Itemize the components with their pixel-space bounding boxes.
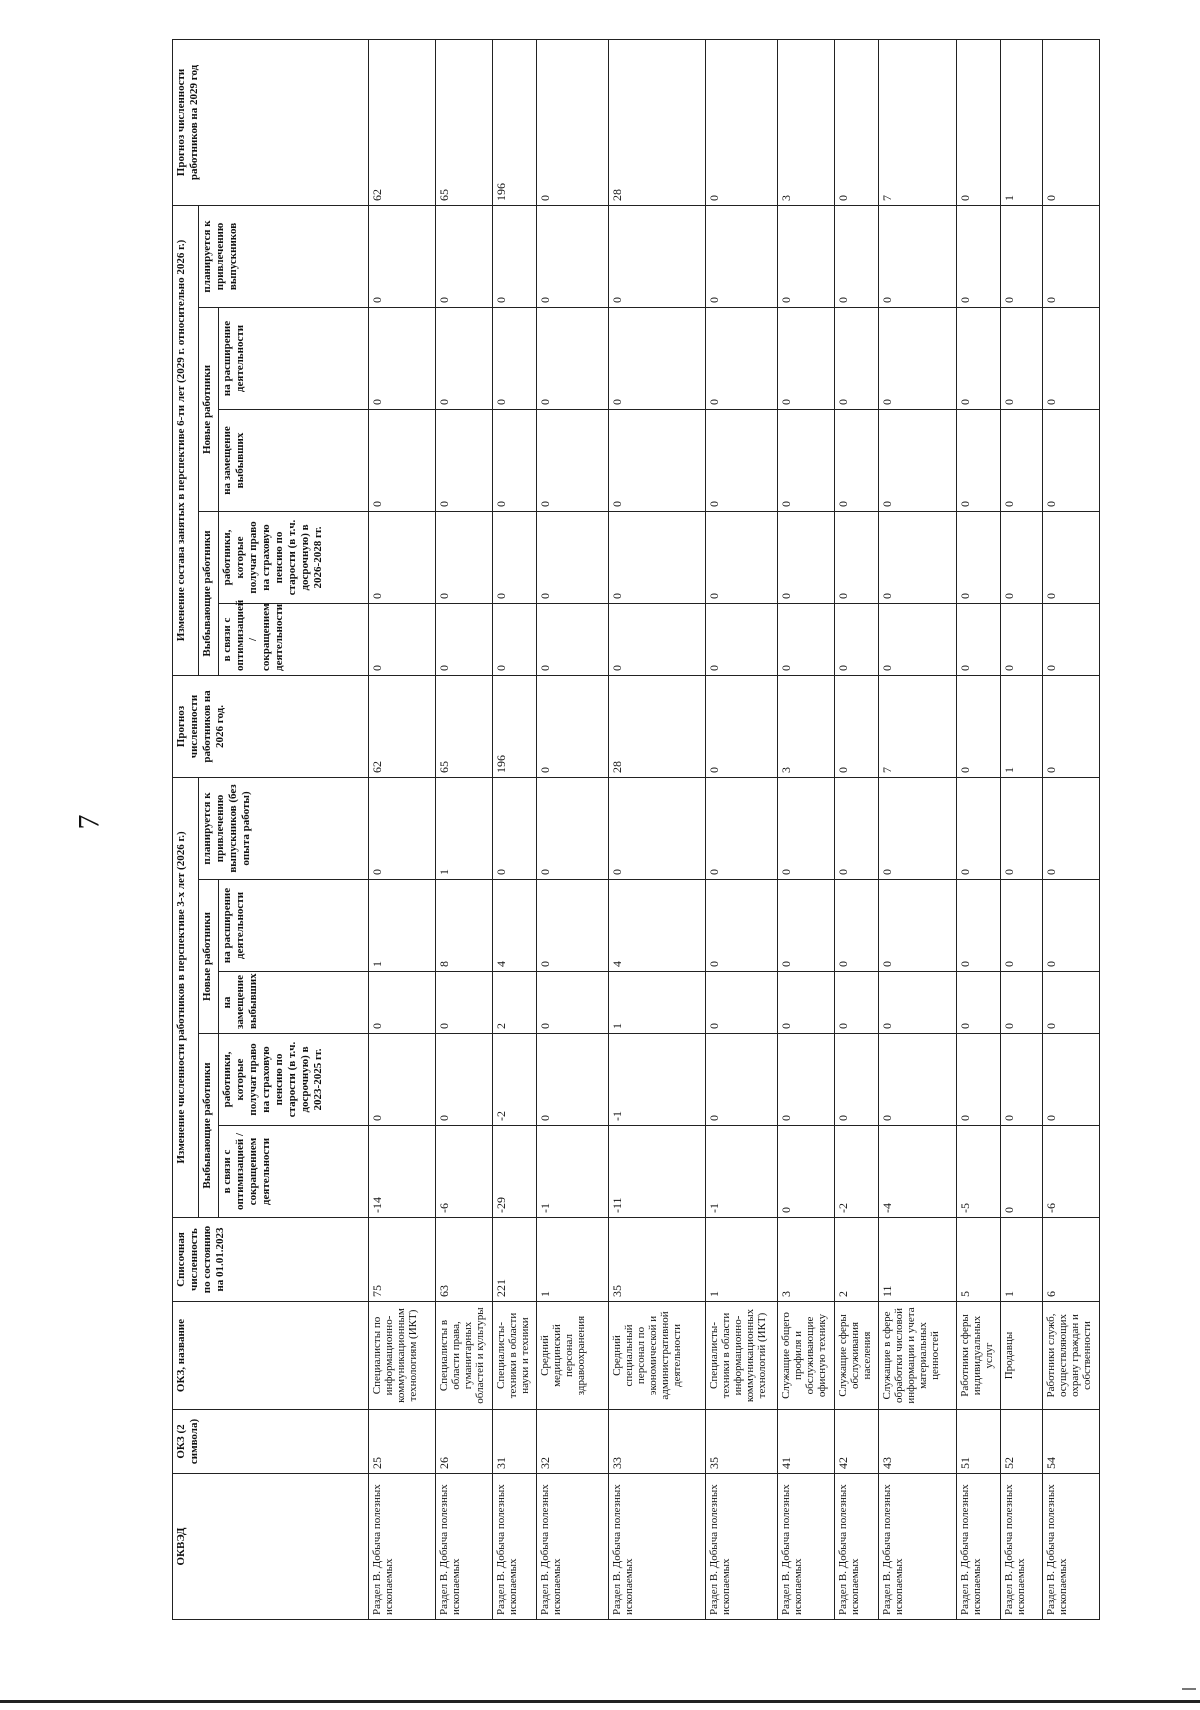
cell-value: 75	[369, 1218, 436, 1302]
table-row	[956, 39, 1000, 1619]
header-listed-headcount: Списочная численность по состоянию на 01.01.2023	[173, 1218, 369, 1302]
cell-value: 0	[1043, 409, 1100, 511]
cell-value: 0	[1000, 603, 1043, 675]
cell-okved: Раздел В. Добыча полезных ископаемых	[1000, 1474, 1043, 1620]
header-new-2029: Новые работники	[199, 307, 219, 511]
header-leave-optimization-2029: в связи с оптимизацией / сокращением деятельности	[219, 603, 369, 675]
cell-value: 0	[1000, 511, 1043, 603]
cell-value: -6	[1043, 1126, 1100, 1218]
cell-value: 0	[834, 39, 878, 205]
cell-value: 0	[834, 409, 878, 511]
employment-table	[172, 39, 1100, 1620]
cell-value: 0	[705, 675, 778, 777]
cell-value: 0	[436, 307, 493, 409]
cell-value: 0	[878, 972, 956, 1034]
cell-value: 0	[536, 880, 609, 972]
cell-value: -29	[492, 1126, 536, 1218]
header-graduates-2026: планируется к привлечению выпускников (без опыта работы)	[199, 777, 369, 879]
table-row	[834, 39, 878, 1619]
cell-value: 0	[956, 307, 1000, 409]
cell-value: 0	[492, 205, 536, 307]
cell-okz-name: Специалисты-техники в области информационно-коммуникационных технологий (ИКТ)	[705, 1302, 778, 1410]
cell-value: 0	[1000, 409, 1043, 511]
cell-value: 0	[956, 603, 1000, 675]
cell-value: 0	[705, 603, 778, 675]
cell-okz-name: Служащие в сфере обработки числовой информации и учета материальных ценностей	[878, 1302, 956, 1410]
cell-okz-name: Служащие общего профиля и обслуживающие офисную технику	[778, 1302, 835, 1410]
header-okz-code: ОКЗ (2 символа)	[173, 1410, 369, 1474]
cell-okz-code: 32	[536, 1410, 609, 1474]
cell-value: 4	[609, 880, 705, 972]
cell-value: 1	[536, 1218, 609, 1302]
cell-value: 0	[1043, 39, 1100, 205]
header-change-3-years: Изменение численности работников в перспективе 3-х лет (2026 г.)	[173, 777, 199, 1217]
cell-value: 0	[878, 307, 956, 409]
table-row	[1000, 39, 1043, 1619]
cell-value: 28	[609, 39, 705, 205]
cell-value: 0	[1000, 205, 1043, 307]
cell-value: 0	[834, 603, 878, 675]
cell-value: 0	[956, 972, 1000, 1034]
cell-value: 0	[536, 675, 609, 777]
table-body	[369, 39, 1100, 1619]
cell-value: -2	[492, 1034, 536, 1126]
cell-value: 0	[492, 307, 536, 409]
cell-value: 0	[369, 205, 436, 307]
cell-value: 0	[369, 972, 436, 1034]
cell-value: 0	[1043, 777, 1100, 879]
bottom-rule	[0, 1700, 1200, 1703]
cell-value: 0	[956, 880, 1000, 972]
cell-value: 221	[492, 1218, 536, 1302]
cell-value: 0	[956, 39, 1000, 205]
cell-value: 0	[1000, 307, 1043, 409]
header-new-replacement-2029: на замещение выбывших	[219, 409, 369, 511]
table-row	[492, 39, 536, 1619]
cell-value: 1	[369, 880, 436, 972]
cell-okved: Раздел В. Добыча полезных ископаемых	[492, 1474, 536, 1620]
cell-okz-code: 31	[492, 1410, 536, 1474]
cell-value: 0	[705, 39, 778, 205]
cell-value: 0	[956, 777, 1000, 879]
cell-value: 0	[609, 307, 705, 409]
header-graduates-2029: планируется к привлечению выпускников	[199, 205, 369, 307]
cell-value: 8	[436, 880, 493, 972]
cell-okz-code: 41	[778, 1410, 835, 1474]
cell-value: -2	[834, 1126, 878, 1218]
header-leave-pension-2026: работники, которые получат право на страховую пенсию по старости (в т.ч. досрочную) в 2023-2025 гг.	[219, 1034, 369, 1126]
cell-value: 0	[536, 511, 609, 603]
cell-value: 0	[878, 1034, 956, 1126]
cell-value: 0	[436, 409, 493, 511]
cell-value: 0	[878, 603, 956, 675]
cell-value: 0	[705, 777, 778, 879]
header-new-expansion-2026: на расширение деятельности	[219, 880, 369, 972]
cell-okz-code: 26	[436, 1410, 493, 1474]
cell-okz-code: 25	[369, 1410, 436, 1474]
cell-value: 0	[834, 307, 878, 409]
cell-value: 0	[492, 409, 536, 511]
cell-value: 0	[1000, 777, 1043, 879]
cell-value: 196	[492, 39, 536, 205]
cell-value: 0	[1000, 880, 1043, 972]
cell-value: 0	[778, 1126, 835, 1218]
page-number: 7	[72, 814, 106, 830]
header-okved: ОКВЭД	[173, 1474, 369, 1620]
cell-value: 0	[705, 205, 778, 307]
cell-okved: Раздел В. Добыча полезных ископаемых	[705, 1474, 778, 1620]
cell-value: 0	[1043, 511, 1100, 603]
cell-value: 0	[705, 1034, 778, 1126]
cell-value: 6	[1043, 1218, 1100, 1302]
cell-value: 0	[1043, 1034, 1100, 1126]
cell-okved: Раздел В. Добыча полезных ископаемых	[956, 1474, 1000, 1620]
cell-value: 0	[778, 511, 835, 603]
cell-value: 0	[1043, 205, 1100, 307]
cell-value: 0	[956, 1034, 1000, 1126]
cell-okz-name: Продавцы	[1000, 1302, 1043, 1410]
cell-value: 0	[436, 205, 493, 307]
cell-value: 0	[956, 511, 1000, 603]
cell-value: -1	[536, 1126, 609, 1218]
cell-value: 0	[536, 205, 609, 307]
cell-value: 3	[778, 39, 835, 205]
table-row	[369, 39, 436, 1619]
cell-value: 2	[834, 1218, 878, 1302]
cell-value: 0	[369, 1034, 436, 1126]
cell-value: 0	[705, 307, 778, 409]
cell-okved: Раздел В. Добыча полезных ископаемых	[1043, 1474, 1100, 1620]
header-new-replacement-2026: на замещение выбывших	[219, 972, 369, 1034]
cell-value: 0	[1000, 1126, 1043, 1218]
cell-value: 62	[369, 39, 436, 205]
cell-value: 0	[536, 777, 609, 879]
cell-okved: Раздел В. Добыча полезных ископаемых	[834, 1474, 878, 1620]
cell-value: 0	[834, 880, 878, 972]
cell-value: 0	[878, 880, 956, 972]
cell-okved: Раздел В. Добыча полезных ископаемых	[436, 1474, 493, 1620]
cell-value: 0	[609, 777, 705, 879]
cell-value: 0	[492, 511, 536, 603]
cell-value: 0	[609, 205, 705, 307]
cell-value: 0	[705, 880, 778, 972]
cell-value: 1	[1000, 39, 1043, 205]
cell-value: 0	[1043, 307, 1100, 409]
cell-value: 7	[878, 675, 956, 777]
header-leaving-2029: Выбывающие работники	[199, 511, 219, 675]
table-header	[173, 39, 369, 1619]
cell-value: 0	[609, 603, 705, 675]
cell-value: 62	[369, 675, 436, 777]
cell-value: 0	[1043, 972, 1100, 1034]
table-row	[609, 39, 705, 1619]
cell-value: 0	[369, 511, 436, 603]
cell-value: 0	[1043, 880, 1100, 972]
cell-okz-name: Специалисты по информационно-коммуникационным технологиям (ИКТ)	[369, 1302, 436, 1410]
cell-okz-code: 52	[1000, 1410, 1043, 1474]
cell-value: 1	[705, 1218, 778, 1302]
cell-value: -14	[369, 1126, 436, 1218]
cell-value: 0	[536, 1034, 609, 1126]
table-row	[1043, 39, 1100, 1619]
cell-value: 65	[436, 675, 493, 777]
cell-value: 63	[436, 1218, 493, 1302]
cell-okz-code: 33	[609, 1410, 705, 1474]
cell-value: 0	[1043, 603, 1100, 675]
cell-value: 0	[536, 307, 609, 409]
header-leave-optimization-2026: в связи с оптимизацией / сокращением деятельности	[219, 1126, 369, 1218]
cell-okved: Раздел В. Добыча полезных ископаемых	[778, 1474, 835, 1620]
cell-value: 0	[536, 972, 609, 1034]
table-row	[705, 39, 778, 1619]
table-row	[436, 39, 493, 1619]
cell-value: 0	[834, 1034, 878, 1126]
cell-value: 0	[778, 205, 835, 307]
cell-value: 0	[705, 511, 778, 603]
cell-value: 2	[492, 972, 536, 1034]
header-forecast-2026: Прогноз численности работников на 2026 год.	[173, 675, 369, 777]
scan-mark	[1182, 1688, 1196, 1690]
cell-value: 0	[1000, 972, 1043, 1034]
cell-value: 0	[369, 409, 436, 511]
cell-value: -11	[609, 1126, 705, 1218]
header-new-expansion-2029: на расширение деятельности	[219, 307, 369, 409]
cell-value: 0	[834, 205, 878, 307]
cell-value: 4	[492, 880, 536, 972]
cell-value: 0	[834, 511, 878, 603]
cell-okz-name: Служащие сферы обслуживания населения	[834, 1302, 878, 1410]
cell-value: 1	[1000, 675, 1043, 777]
cell-okved: Раздел В. Добыча полезных ископаемых	[878, 1474, 956, 1620]
cell-value: 1	[609, 972, 705, 1034]
cell-value: 1	[1000, 1218, 1043, 1302]
cell-value: 0	[834, 777, 878, 879]
cell-value: -5	[956, 1126, 1000, 1218]
cell-value: 0	[778, 1034, 835, 1126]
cell-value: 0	[834, 675, 878, 777]
header-new-2026: Новые работники	[199, 880, 219, 1034]
cell-value: 0	[878, 205, 956, 307]
table-row	[536, 39, 609, 1619]
cell-value: 11	[878, 1218, 956, 1302]
header-change-6-years: Изменение состава занятых в перспективе 6-ти лет (2029 г. относительно 2026 г.)	[173, 205, 199, 675]
header-leave-pension-2029: работники, которые получат право на страховую пенсию по старости (в т.ч. досрочную) в 2026-2028 гг.	[219, 511, 369, 603]
cell-okz-name: Работники сферы индивидуальных услуг	[956, 1302, 1000, 1410]
cell-value: 0	[492, 777, 536, 879]
cell-okz-code: 51	[956, 1410, 1000, 1474]
cell-okz-code: 42	[834, 1410, 878, 1474]
cell-value: 0	[778, 307, 835, 409]
rotated-table-wrapper	[172, 48, 1100, 1620]
cell-value: 0	[369, 307, 436, 409]
cell-okz-code: 35	[705, 1410, 778, 1474]
cell-value: 3	[778, 1218, 835, 1302]
cell-okz-code: 43	[878, 1410, 956, 1474]
cell-value: 0	[536, 603, 609, 675]
cell-value: 0	[778, 972, 835, 1034]
cell-okved: Раздел В. Добыча полезных ископаемых	[369, 1474, 436, 1620]
cell-value: 0	[609, 409, 705, 511]
cell-value: 0	[436, 603, 493, 675]
cell-value: 0	[492, 603, 536, 675]
table-row	[878, 39, 956, 1619]
cell-value: 0	[956, 409, 1000, 511]
cell-okz-name: Средний специальный персонал по экономической и административной деятельности	[609, 1302, 705, 1410]
cell-value: 0	[705, 409, 778, 511]
cell-value: 7	[878, 39, 956, 205]
cell-value: 0	[878, 409, 956, 511]
cell-okz-code: 54	[1043, 1410, 1100, 1474]
cell-value: 0	[369, 777, 436, 879]
cell-value: 0	[436, 972, 493, 1034]
cell-value: 0	[536, 409, 609, 511]
cell-value: 196	[492, 675, 536, 777]
header-okz-name: ОКЗ, название	[173, 1302, 369, 1410]
cell-value: 0	[834, 972, 878, 1034]
cell-okz-name: Специалисты-техники в области науки и техники	[492, 1302, 536, 1410]
cell-value: -6	[436, 1126, 493, 1218]
cell-value: -1	[705, 1126, 778, 1218]
cell-value: 0	[705, 972, 778, 1034]
cell-okz-name: Средний медицинский персонал здравоохранения	[536, 1302, 609, 1410]
cell-value: 65	[436, 39, 493, 205]
cell-value: 1	[436, 777, 493, 879]
cell-value: 0	[436, 1034, 493, 1126]
cell-value: 0	[1043, 675, 1100, 777]
cell-value: 0	[878, 511, 956, 603]
cell-value: 0	[436, 511, 493, 603]
header-forecast-2029: Прогноз численности работников на 2029 год	[173, 39, 369, 205]
cell-value: 0	[778, 603, 835, 675]
cell-value: 0	[536, 39, 609, 205]
cell-value: 0	[778, 880, 835, 972]
cell-okz-name: Специалисты в области права, гуманитарных областей и культуры	[436, 1302, 493, 1410]
cell-value: 0	[956, 205, 1000, 307]
cell-value: 5	[956, 1218, 1000, 1302]
header-leaving-2026: Выбывающие работники	[199, 1034, 219, 1218]
cell-okz-name: Работники служб, осуществляющих охрану граждан и собственности	[1043, 1302, 1100, 1410]
cell-value: 0	[778, 409, 835, 511]
cell-value: -1	[609, 1034, 705, 1126]
cell-value: 28	[609, 675, 705, 777]
cell-value: 35	[609, 1218, 705, 1302]
cell-value: 0	[956, 675, 1000, 777]
cell-value: 0	[1000, 1034, 1043, 1126]
cell-value: 0	[369, 603, 436, 675]
cell-value: 0	[878, 777, 956, 879]
table-row	[778, 39, 835, 1619]
cell-okved: Раздел В. Добыча полезных ископаемых	[536, 1474, 609, 1620]
cell-value: -4	[878, 1126, 956, 1218]
cell-okved: Раздел В. Добыча полезных ископаемых	[609, 1474, 705, 1620]
cell-value: 0	[778, 777, 835, 879]
cell-value: 0	[609, 511, 705, 603]
cell-value: 3	[778, 675, 835, 777]
